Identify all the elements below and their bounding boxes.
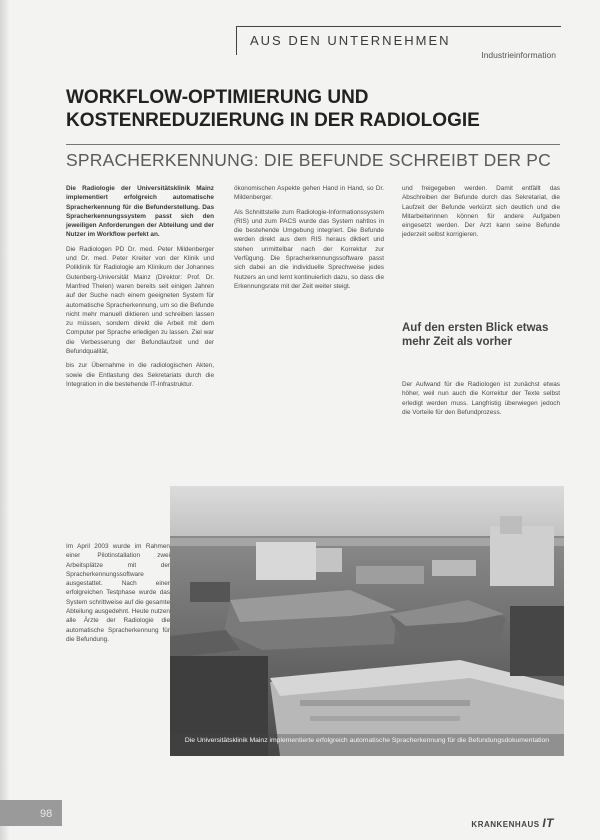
body-paragraph: Als Schnittstelle zum Radiologie-Informationssystem (RIS) und zum PACS wurde das System nahtlos in die bestehende Umgebung integriert. Die Befunde werden direkt aus dem RIS heraus diktiert und stehen unmittelbar nach der Korrektur zur Verfügung. Die Spracherkennungssoftware passt sich dabei an die individuelle Sprechweise jedes Nutzers an und lernt kontinuierlich dazu, so dass die Erkennungsrate mit der Zeit weiter steigt.	[234, 208, 384, 290]
body-paragraph: und freigegeben werden. Damit entfällt das Abschreiben der Befunde durch das Sekretariat, die Laufzeit der Befunde verkürzt sich deutlich und die Mitarbeiterinnen können für andere Aufgaben eingesetzt werden. Der Arzt kann seine Befunde jederzeit selbst korrigieren.	[402, 185, 560, 239]
lead-paragraph: Die Radiologie der Universitätsklinik Mainz implementiert erfolgreich automatische Spracherkennung für die Befunderstellung. Das Spracherkennungssystem passt sich den jeweiligen Anforderungen der Abteilung und der Nutzer im Workflow perfekt an.	[66, 185, 214, 239]
page-number: 98	[40, 808, 53, 820]
divider-rule	[66, 144, 560, 145]
column-2	[234, 184, 384, 444]
column-3-continued	[402, 380, 560, 450]
body-paragraph: Die Radiologen PD Dr. med. Peter Mildenberger und Dr. med. Peter Kreiter von der Klinik und Poliklinik für Radiologie am Klinikum der Johannes Gutenberg-Universität Mainz (Direktor: Prof. Dr. Manfred Thelen) waren bereits seit einigen Jahren auf der Suche nach einem geeigneten System für automatische Spracherkennung, um so die Befunde nicht mehr manuell diktieren und schreiben lassen zu müssen, sondern direkt die Arbeit mit dem Computer per Sprache erledigen zu lassen. Ziel war die Verbesserung der Befundlaufzeit und der Befundqualität,	[66, 245, 214, 356]
body-paragraph: bis zur Übernahme in die radiologischen Akten, sowie die Entlastung des Sekretariats durch die Integration in die bestehende IT-Infrastruktur.	[66, 362, 214, 388]
headline-line-2: KOSTENREDUZIERUNG IN DER RADIOLOGIE	[66, 110, 480, 131]
logo-suffix: IT	[542, 816, 554, 830]
body-paragraph: Im April 2003 wurde im Rahmen einer Pilotinstallation zwei Arbeitsplätze mit der Spracherkennungssoftware ausgestattet. Nach einer erfolgreichen Testphase wurde das System schrittweise auf die gesamte Abteilung ausgedehnt. Heute nutzen alle Ärzte der Radiologie die automatische Spracherkennung für die Befundung.	[66, 543, 170, 643]
page-number-tab	[0, 800, 62, 826]
hospital-aerial-photo	[170, 486, 564, 756]
headline	[66, 86, 546, 132]
body-paragraph: Der Aufwand für die Radiologen ist zunächst etwas höher, weil nun auch die Korrektur der Texte selbst erledigt werden muss. Langfristig überwiegen jedoch die Vorteile für den Befundprozess.	[402, 381, 560, 416]
body-paragraph: ökonomischen Aspekte gehen Hand in Hand, so Dr. Mildenberger.	[234, 185, 384, 202]
magazine-logo	[471, 816, 554, 830]
logo-text: KRANKENHAUS	[471, 820, 540, 829]
subsection-label: Industrieinformation	[481, 50, 556, 60]
column-3	[402, 184, 560, 298]
column-1-continued	[66, 542, 170, 812]
crosshead: Auf den ersten Blick etwas mehr Zeit als vorher	[402, 322, 549, 348]
photo-caption: Die Universitätsklinik Mainz implementierte erfolgreich automatische Spracherkennung für die Befundungsdokumentation	[170, 734, 564, 756]
headline-line-1: WORKFLOW-OPTIMIERUNG UND	[66, 87, 369, 108]
scan-shadow	[0, 0, 10, 840]
subheadline: SPRACHERKENNUNG: DIE BEFUNDE SCHREIBT DER PC	[66, 150, 551, 170]
section-label: AUS DEN UNTERNEHMEN	[250, 33, 451, 48]
